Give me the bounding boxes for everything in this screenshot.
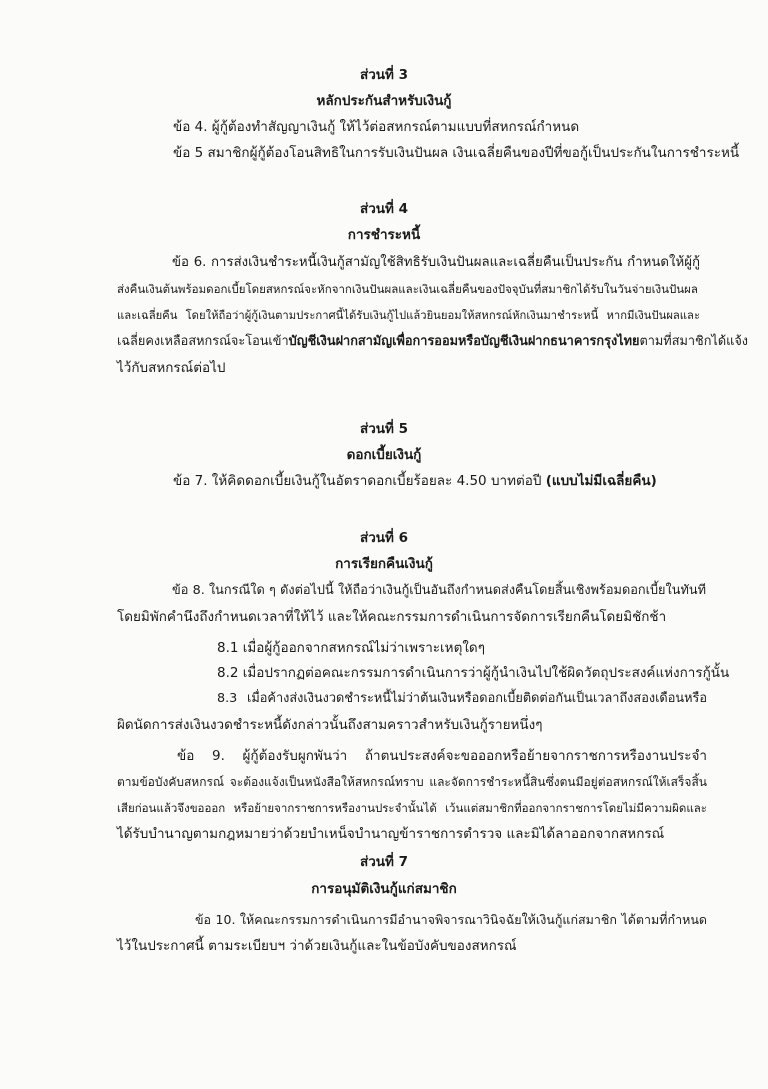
item-8-1: 8.1 เมื่อผู้กู้ออกจากสหกรณ์ไม่ว่าเพราะเหตุใดๆ — [217, 640, 485, 656]
section-6-title: ส่วนที่ 6 — [359, 530, 409, 546]
clause-6-line-3: และเฉลี่ยคืน โดยให้ถือว่าผู้กู้เงินตามประกาศนี้ได้รับเงินกู้ไปแล้วยินยอมให้สหกรณ์หักเงินมาชำระหนี้ หากมีเงินปันผลและ — [117, 309, 700, 322]
clause-6-text: เฉลี่ยคงเหลือสหกรณ์จะโอนเข้า — [117, 334, 289, 349]
clause-6-line-1: ข้อ 6. การส่งเงินชำระหนี้เงินกู้สามัญใช้สิทธิรับเงินปันผลและเฉลี่ยคืนเป็นประกัน กำหนดให้ผู้กู้ — [172, 255, 700, 270]
clause-8-line-1: ข้อ 8. ในกรณีใด ๆ ดังต่อไปนี้ ให้ถือว่าเงินกู้เป็นอันถึงกำหนดส่งคืนโดยสิ้นเชิงพร้อมดอกเบี้ยในทันที — [172, 583, 706, 598]
clause-7-text: ข้อ 7. ให้คิดดอกเบี้ยเงินกู้ในอัตราดอกเบี้ยร้อยละ 4.50 บาทต่อปี — [173, 473, 546, 489]
item-8-3: 8.3 เมื่อค้างส่งเงินงวดชำระหนี้ไม่ว่าต้นเงินหรือดอกเบี้ยติดต่อกันเป็นเวลาถึงสองเดือนหรือ — [217, 691, 707, 706]
clause-7-bold: (แบบไม่มีเฉลี่ยคืน) — [545, 473, 657, 489]
item-8-3-cont: ผิดนัดการส่งเงินงวดชำระหนี้ดังกล่าวนั้นถึงสามคราวสำหรับเงินกู้รายหนึ่งๆ — [117, 717, 543, 733]
clause-4: ข้อ 4. ผู้กู้ต้องทำสัญญาเงินกู้ ให้ไว้ต่อสหกรณ์ตามแบบที่สหกรณ์กำหนด — [173, 119, 580, 135]
section-4-title: ส่วนที่ 4 — [359, 201, 409, 217]
section-7-subtitle: การอนุมัติเงินกู้แก่สมาชิก — [311, 881, 457, 897]
clause-7 — [173, 472, 657, 490]
item-8-2: 8.2 เมื่อปรากฏต่อคณะกรรมการดำเนินการว่าผู้กู้นำเงินไปใช้ผิดวัตถุประสงค์แห่งการกู้นั้น — [217, 665, 730, 681]
clause-9-line-3: เสียก่อนแล้วจึงขอออก หรือย้ายจากราชการหรืองานประจำนั้นได้ เว้นแต่สมาชิกที่ออกจากราชการโดยไม่มีความผิดและ — [117, 801, 707, 815]
section-6-subtitle: การเรียกคืนเงินกู้ — [335, 556, 433, 572]
clause-6-line-5: ไว้กับสหกรณ์ต่อไป — [117, 360, 226, 376]
clause-8-line-2: โดยมิพักคำนึงถึงกำหนดเวลาที่ให้ไว้ และให้คณะกรรมการดำเนินการจัดการเรียกคืนโดยมิชักช้า — [117, 609, 667, 625]
clause-6-line-2: ส่งคืนเงินต้นพร้อมดอกเบี้ยโดยสหกรณ์จะหักจากเงินปันผลและเงินเฉลี่ยคืนของปัจจุบันที่สมาชิกได้รับในวันจ่ายเงินปันผล — [117, 282, 698, 296]
clause-9-line-4: ได้รับบำนาญตามกฎหมายว่าด้วยบำเหน็จบำนาญข้าราชการตำรวจ และมิได้ลาออกจากสหกรณ์ — [117, 826, 665, 842]
clause-9-line-1: ข้อ 9. ผู้กู้ต้องรับผูกพันว่า ถ้าตนประสงค์จะขอออกหรือย้ายจากราชการหรืองานประจำ — [177, 748, 707, 764]
clause-5: ข้อ 5 สมาชิกผู้กู้ต้องโอนสิทธิในการรับเงินปันผล เงินเฉลี่ยคืนของปีที่ขอกู้เป็นประกันในการชำระหนี้ — [173, 145, 740, 161]
clause-9-line-2: ตามข้อบังคับสหกรณ์ จะต้องแจ้งเป็นหนังสือให้สหกรณ์ทราบ และจัดการชำระหนี้สินซึ่งตนมีอยู่ต่อสหกรณ์ให้เสร็จสิ้น — [117, 775, 707, 789]
section-3-title: ส่วนที่ 3 — [359, 67, 409, 83]
clause-10-line-2: ไว้ในประกาศนี้ ตามระเบียบฯ ว่าด้วยเงินกู้และในข้อบังคับของสหกรณ์ — [117, 938, 517, 954]
section-4-subtitle: การชำระหนี้ — [347, 227, 421, 243]
section-5-subtitle: ดอกเบี้ยเงินกู้ — [346, 447, 422, 463]
clause-6-line-4 — [117, 333, 748, 351]
clause-6-bold-accounts: บัญชีเงินฝากสามัญเพื่อการออมหรือบัญชีเงินฝากธนาคารกรุงไทย — [288, 334, 640, 349]
clause-10-line-1: ข้อ 10. ให้คณะกรรมการดำเนินการมีอำนาจพิจารณาวินิจฉัยให้เงินกู้แก่สมาชิก ได้ตามที่กำหนด — [195, 912, 707, 927]
clause-6-text-end: ตามที่สมาชิกได้แจ้ง — [639, 334, 749, 349]
section-5-title: ส่วนที่ 5 — [359, 421, 409, 437]
section-7-title: ส่วนที่ 7 — [359, 854, 409, 870]
section-3-subtitle: หลักประกันสำหรับเงินกู้ — [316, 93, 452, 109]
